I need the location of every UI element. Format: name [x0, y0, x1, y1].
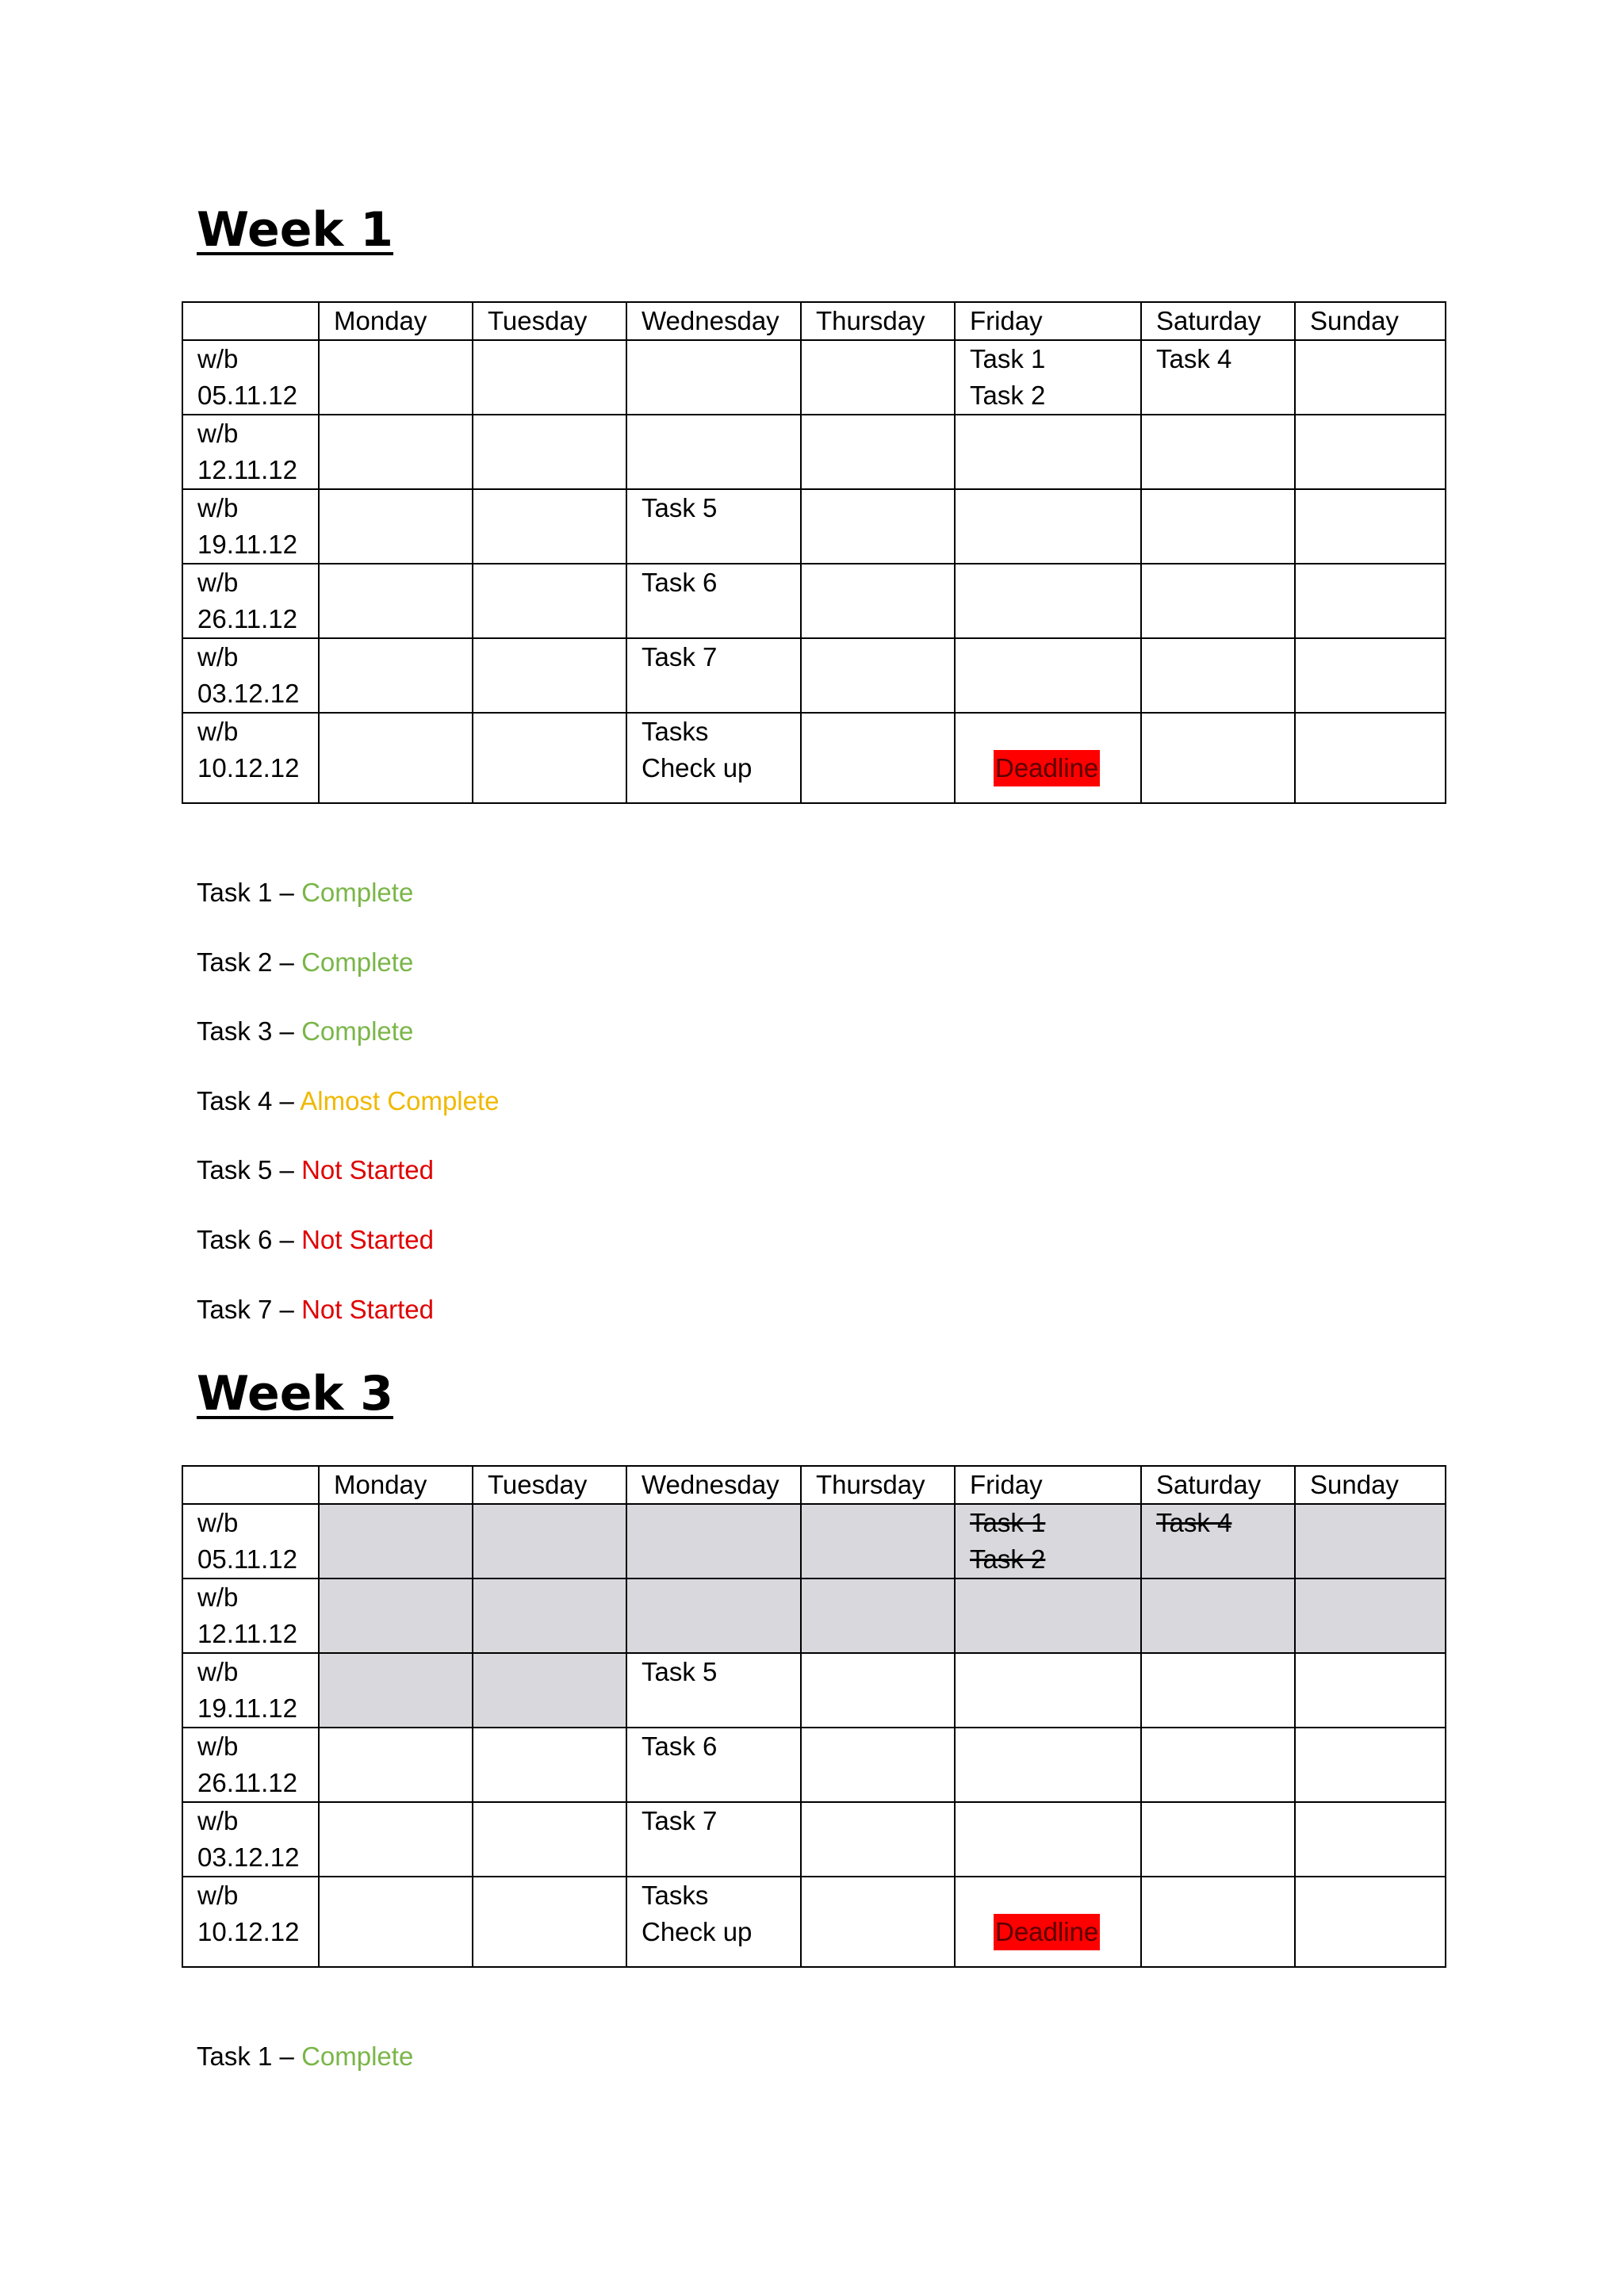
status-separator: – [272, 1016, 302, 1046]
task-entry: Task 1 [970, 344, 1046, 373]
table-cell [319, 1504, 473, 1578]
table-cell [626, 638, 801, 713]
task-status-line [197, 1292, 434, 1328]
table-cell [473, 1578, 626, 1653]
table-cell [1295, 713, 1446, 803]
table-cell [955, 340, 1141, 415]
task-entry: Check up [642, 753, 753, 783]
status-text: Not Started [301, 1295, 434, 1324]
table-cell [473, 1653, 626, 1728]
status-separator: – [272, 1086, 301, 1115]
week-label-cell: w/b 12.11.12 [182, 415, 319, 489]
week-label-cell: w/b 03.12.12 [182, 638, 319, 713]
table-cell [626, 564, 801, 638]
table-cell [1295, 1877, 1446, 1967]
header-wednesday: Wednesday [626, 302, 801, 340]
task-entry: Check up [642, 1917, 753, 1946]
table-cell [319, 1802, 473, 1877]
table-cell [1141, 1728, 1295, 1802]
week-1-title: Week 1 [197, 202, 393, 258]
table-cell [319, 638, 473, 713]
table-cell [319, 1578, 473, 1653]
week-1-schedule-table [182, 301, 1446, 804]
table-cell [801, 1653, 955, 1728]
table-cell [955, 638, 1141, 713]
task-status-line [197, 1013, 413, 1050]
deadline-marker: Deadline [994, 1914, 1100, 1950]
header-sunday: Sunday [1295, 1466, 1446, 1504]
task-status-line [197, 1152, 434, 1188]
table-cell [626, 489, 801, 564]
table-cell [955, 1802, 1141, 1877]
deadline-marker: Deadline [994, 750, 1100, 786]
task-entry-done: Task 4 [1156, 1508, 1232, 1537]
status-separator: – [272, 1155, 302, 1184]
table-row [182, 713, 1446, 803]
table-cell [319, 1877, 473, 1967]
table-cell [1141, 489, 1295, 564]
table-cell [1141, 713, 1295, 803]
task-entry: Task 7 [642, 642, 718, 672]
status-text: Complete [301, 878, 414, 907]
table-cell [319, 415, 473, 489]
table-cell [1141, 1578, 1295, 1653]
table-cell [1295, 1653, 1446, 1728]
table-cell [801, 415, 955, 489]
task-entry: Task 2 [970, 381, 1046, 410]
table-cell [955, 1877, 1141, 1967]
task-status-line [197, 1083, 500, 1119]
header-saturday: Saturday [1141, 1466, 1295, 1504]
table-cell [955, 489, 1141, 564]
header-tuesday: Tuesday [473, 302, 626, 340]
table-row [182, 1653, 1446, 1728]
week-label-cell: w/b 10.12.12 [182, 1877, 319, 1967]
header-thursday: Thursday [801, 1466, 955, 1504]
table-cell [1141, 340, 1295, 415]
task-entry: Task 5 [642, 493, 718, 522]
status-separator: – [272, 878, 302, 907]
header-thursday: Thursday [801, 302, 955, 340]
table-cell [1295, 1504, 1446, 1578]
header-corner [182, 1466, 319, 1504]
table-cell [626, 340, 801, 415]
table-cell [801, 1504, 955, 1578]
table-cell [801, 1877, 955, 1967]
header-tuesday: Tuesday [473, 1466, 626, 1504]
task-name: Task 6 [197, 1225, 273, 1254]
table-cell [626, 713, 801, 803]
table-cell [801, 1578, 955, 1653]
week-label-cell: w/b 19.11.12 [182, 489, 319, 564]
table-row [182, 1877, 1446, 1967]
table-cell [319, 340, 473, 415]
header-saturday: Saturday [1141, 302, 1295, 340]
table-cell [1141, 1877, 1295, 1967]
task-name: Task 1 [197, 2042, 273, 2071]
status-text: Complete [301, 947, 414, 977]
header-monday: Monday [319, 1466, 473, 1504]
task-entry: Task 5 [642, 1657, 718, 1686]
table-cell [319, 713, 473, 803]
table-cell [626, 1802, 801, 1877]
table-cell [1295, 638, 1446, 713]
table-cell [473, 1877, 626, 1967]
task-name: Task 4 [197, 1086, 273, 1115]
table-row [182, 415, 1446, 489]
table-cell [801, 638, 955, 713]
table-cell [473, 1504, 626, 1578]
table-cell [626, 1653, 801, 1728]
table-cell [319, 1728, 473, 1802]
week-label-cell: w/b 26.11.12 [182, 1728, 319, 1802]
table-row [182, 1802, 1446, 1877]
table-cell [801, 340, 955, 415]
task-name: Task 1 [197, 878, 273, 907]
table-cell [626, 1504, 801, 1578]
week-3-schedule-table [182, 1465, 1446, 1968]
task-status-line [197, 1222, 434, 1258]
status-separator: – [272, 947, 302, 977]
table-cell [626, 1728, 801, 1802]
status-text: Not Started [301, 1225, 434, 1254]
header-sunday: Sunday [1295, 302, 1446, 340]
table-cell [319, 564, 473, 638]
week-label-cell: w/b 19.11.12 [182, 1653, 319, 1728]
week-3-title: Week 3 [197, 1366, 393, 1422]
status-separator: – [272, 2042, 302, 2071]
table-cell [473, 638, 626, 713]
table-cell [626, 415, 801, 489]
table-cell [955, 713, 1141, 803]
table-cell [319, 489, 473, 564]
table-cell [1295, 1728, 1446, 1802]
week-label-cell: w/b 05.11.12 [182, 340, 319, 415]
week-label-cell: w/b 26.11.12 [182, 564, 319, 638]
table-cell [1141, 415, 1295, 489]
table-cell [1295, 489, 1446, 564]
status-text: Complete [301, 2042, 414, 2071]
task-entry: Tasks [642, 717, 709, 746]
table-cell [473, 415, 626, 489]
table-cell [319, 1653, 473, 1728]
week-label-cell: w/b 03.12.12 [182, 1802, 319, 1877]
table-row [182, 1728, 1446, 1802]
header-friday: Friday [955, 302, 1141, 340]
table-cell [473, 713, 626, 803]
task-status-line [197, 874, 413, 911]
status-separator: – [272, 1225, 302, 1254]
table-cell [473, 564, 626, 638]
table-cell [955, 1728, 1141, 1802]
table-cell [1141, 1504, 1295, 1578]
table-cell [1295, 340, 1446, 415]
header-monday: Monday [319, 302, 473, 340]
task-name: Task 5 [197, 1155, 273, 1184]
table-cell [1295, 564, 1446, 638]
task-entry-done: Task 1 [970, 1508, 1046, 1537]
table-cell [626, 1877, 801, 1967]
task-entry: Task 6 [642, 568, 718, 597]
task-entry: Task 4 [1156, 344, 1232, 373]
table-cell [1295, 1578, 1446, 1653]
table-row [182, 1504, 1446, 1578]
table-cell [626, 1578, 801, 1653]
task-name: Task 7 [197, 1295, 273, 1324]
status-separator: – [272, 1295, 302, 1324]
table-cell [801, 1802, 955, 1877]
header-corner [182, 302, 319, 340]
table-cell [955, 1653, 1141, 1728]
table-cell [1141, 638, 1295, 713]
table-row [182, 1578, 1446, 1653]
week-label-cell: w/b 10.12.12 [182, 713, 319, 803]
table-cell [473, 1728, 626, 1802]
status-text: Not Started [301, 1155, 434, 1184]
table-cell [1141, 1653, 1295, 1728]
table-row [182, 340, 1446, 415]
task-entry: Task 7 [642, 1806, 718, 1835]
table-cell [801, 713, 955, 803]
table-header-row [182, 1466, 1446, 1504]
status-text: Almost Complete [300, 1086, 500, 1115]
table-cell [1295, 1802, 1446, 1877]
status-text: Complete [301, 1016, 414, 1046]
task-entry: Task 6 [642, 1732, 718, 1761]
table-cell [801, 564, 955, 638]
table-row [182, 638, 1446, 713]
table-cell [955, 564, 1141, 638]
table-cell [955, 1578, 1141, 1653]
table-cell [955, 1504, 1141, 1578]
table-cell [801, 1728, 955, 1802]
task-status-line [197, 2038, 413, 2075]
task-status-line [197, 944, 413, 981]
table-cell [955, 415, 1141, 489]
week-label-cell: w/b 12.11.12 [182, 1578, 319, 1653]
table-header-row [182, 302, 1446, 340]
header-wednesday: Wednesday [626, 1466, 801, 1504]
task-name: Task 2 [197, 947, 273, 977]
table-cell [1295, 415, 1446, 489]
table-row [182, 489, 1446, 564]
table-cell [801, 489, 955, 564]
table-row [182, 564, 1446, 638]
table-cell [473, 1802, 626, 1877]
table-cell [1141, 1802, 1295, 1877]
table-cell [1141, 564, 1295, 638]
table-cell [473, 489, 626, 564]
header-friday: Friday [955, 1466, 1141, 1504]
task-entry-done: Task 2 [970, 1544, 1046, 1574]
task-entry: Tasks [642, 1881, 709, 1910]
task-name: Task 3 [197, 1016, 273, 1046]
table-cell [473, 340, 626, 415]
week-label-cell: w/b 05.11.12 [182, 1504, 319, 1578]
